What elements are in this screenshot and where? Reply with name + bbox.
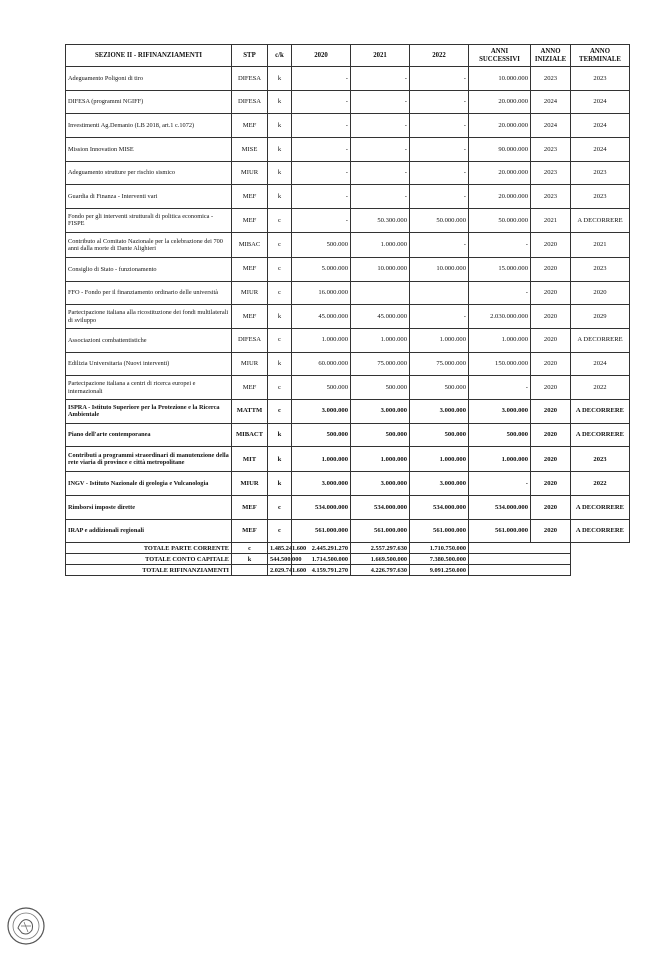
cell-anno-terminale: 2023 xyxy=(571,161,630,185)
cell-stp: MIBAC xyxy=(232,232,268,257)
cell-anni-successivi: 10.000.000 xyxy=(469,67,531,91)
cell-ck: k xyxy=(268,472,292,496)
cell-2022: 3.000.000 xyxy=(410,472,469,496)
table-row xyxy=(66,305,630,329)
cell-2021: - xyxy=(351,90,410,114)
cell-descrizione: Adeguamento Poligoni di tiro xyxy=(66,67,232,91)
cell-anni-successivi: 3.000.000 xyxy=(469,399,531,423)
cell-2020: 3.000.000 xyxy=(292,472,351,496)
cell-anni-successivi: 500.000 xyxy=(469,423,531,447)
cell-ck: c xyxy=(268,281,292,305)
totals-row xyxy=(66,543,630,554)
total-anni-successivi: 7.380.500.000 xyxy=(410,554,469,565)
table-row xyxy=(66,328,630,352)
cell-stp: MISE xyxy=(232,138,268,162)
table-row xyxy=(66,447,630,472)
cell-anni-successivi: - xyxy=(469,232,531,257)
cell-2021: - xyxy=(351,161,410,185)
cell-anni-successivi: 20.000.000 xyxy=(469,161,531,185)
table-body xyxy=(66,67,630,576)
cell-descrizione: Partecipazione italiana a centri di ricerca europei e internazionali xyxy=(66,376,232,400)
cell-descrizione: Consiglio di Stato - funzionamento xyxy=(66,257,232,281)
cell-2020: 534.000.000 xyxy=(292,496,351,520)
header-anni-successivi: ANNI SUCCESSIVI xyxy=(469,45,531,67)
cell-stp: MIBACT xyxy=(232,423,268,447)
table-row xyxy=(66,352,630,376)
cell-anno-iniziale: 2020 xyxy=(531,472,571,496)
cell-anno-iniziale: 2024 xyxy=(531,90,571,114)
cell-ck: c xyxy=(268,209,292,233)
header-2021: 2021 xyxy=(351,45,410,67)
cell-descrizione: DIFESA (programmi NGIFF) xyxy=(66,90,232,114)
table-row xyxy=(66,496,630,520)
cell-ck: c xyxy=(268,519,292,543)
cell-ck: k xyxy=(268,114,292,138)
totals-row xyxy=(66,554,630,565)
cell-stp: MIUR xyxy=(232,472,268,496)
cell-stp: MEF xyxy=(232,257,268,281)
cell-anni-successivi: 561.000.000 xyxy=(469,519,531,543)
total-ck: k xyxy=(232,554,268,565)
cell-ck: k xyxy=(268,90,292,114)
cell-2020: - xyxy=(292,67,351,91)
cell-anni-successivi: 534.000.000 xyxy=(469,496,531,520)
header-sezione: SEZIONE II - RIFINANZIAMENTI xyxy=(66,45,232,67)
cell-2020: - xyxy=(292,114,351,138)
cell-anni-successivi: 2.030.000.000 xyxy=(469,305,531,329)
cell-2020: 561.000.000 xyxy=(292,519,351,543)
cell-2022: 1.000.000 xyxy=(410,447,469,472)
cell-stp: MIT xyxy=(232,447,268,472)
total-label: TOTALE PARTE CORRENTE xyxy=(66,543,232,554)
cell-anno-iniziale: 2020 xyxy=(531,423,571,447)
cell-stp: MEF xyxy=(232,519,268,543)
cell-2020: 60.000.000 xyxy=(292,352,351,376)
cell-2020: - xyxy=(292,209,351,233)
total-2021: 1.714.500.000 xyxy=(292,554,351,565)
cell-anni-successivi: 150.000.000 xyxy=(469,352,531,376)
cell-2020: 500.000 xyxy=(292,376,351,400)
cell-anno-iniziale: 2020 xyxy=(531,519,571,543)
cell-anni-successivi: - xyxy=(469,376,531,400)
cell-anno-iniziale: 2020 xyxy=(531,352,571,376)
cell-ck: k xyxy=(268,138,292,162)
cell-2021: - xyxy=(351,67,410,91)
cell-2021: - xyxy=(351,185,410,209)
cell-descrizione: Guardia di Finanza - Interventi vari xyxy=(66,185,232,209)
total-empty xyxy=(469,565,571,576)
cell-2020: 1.000.000 xyxy=(292,447,351,472)
cell-anno-iniziale: 2024 xyxy=(531,114,571,138)
cell-2022: - xyxy=(410,90,469,114)
table-row xyxy=(66,376,630,400)
cell-descrizione: Associazioni combattentistiche xyxy=(66,328,232,352)
cell-ck: k xyxy=(268,352,292,376)
header-ck: c/k xyxy=(268,45,292,67)
cell-2021: 3.000.000 xyxy=(351,472,410,496)
header-anno-terminale: ANNO TERMINALE xyxy=(571,45,630,67)
cell-anni-successivi: 50.000.000 xyxy=(469,209,531,233)
cell-2022: - xyxy=(410,67,469,91)
cell-anno-terminale: A DECORRERE xyxy=(571,209,630,233)
total-2021: 4.159.791.270 xyxy=(292,565,351,576)
cell-ck: c xyxy=(268,399,292,423)
cell-descrizione: INGV - Istituto Nazionale di geologia e Vulcanologia xyxy=(66,472,232,496)
cell-2021: 534.000.000 xyxy=(351,496,410,520)
cell-anno-terminale: 2023 xyxy=(571,185,630,209)
cell-2021: 500.000 xyxy=(351,423,410,447)
table-row xyxy=(66,209,630,233)
cell-2020: 16.000.000 xyxy=(292,281,351,305)
cell-2021: 1.000.000 xyxy=(351,232,410,257)
cell-anno-terminale: 2023 xyxy=(571,67,630,91)
total-2020: 544.500.000 xyxy=(268,554,292,565)
total-2022: 2.557.297.630 xyxy=(351,543,410,554)
cell-descrizione: Investimenti Ag.Demanio (LB 2018, art.1 c.1072) xyxy=(66,114,232,138)
cell-anni-successivi: - xyxy=(469,281,531,305)
total-label: TOTALE RIFINANZIAMENTI xyxy=(66,565,232,576)
header-2020: 2020 xyxy=(292,45,351,67)
cell-anno-iniziale: 2020 xyxy=(531,399,571,423)
cell-anno-terminale: A DECORRERE xyxy=(571,328,630,352)
cell-stp: DIFESA xyxy=(232,67,268,91)
cell-ck: c xyxy=(268,257,292,281)
table-row xyxy=(66,67,630,91)
cell-2022: 534.000.000 xyxy=(410,496,469,520)
cell-2022: - xyxy=(410,161,469,185)
cell-stp: MEF xyxy=(232,185,268,209)
cell-ck: c xyxy=(268,328,292,352)
cell-2020: 5.000.000 xyxy=(292,257,351,281)
cell-2020: - xyxy=(292,90,351,114)
cell-anno-iniziale: 2020 xyxy=(531,496,571,520)
cell-2020: 500.000 xyxy=(292,423,351,447)
total-2021: 2.445.291.270 xyxy=(292,543,351,554)
cell-ck: k xyxy=(268,305,292,329)
cell-descrizione: Contributo al Comitato Nazionale per la celebrazione dei 700 anni dalla morte di Dante Alighieri xyxy=(66,232,232,257)
cell-2021 xyxy=(351,281,410,305)
cell-anno-iniziale: 2023 xyxy=(531,67,571,91)
cell-ck: k xyxy=(268,185,292,209)
cell-2022: 3.000.000 xyxy=(410,399,469,423)
cell-2021: 45.000.000 xyxy=(351,305,410,329)
table-row xyxy=(66,519,630,543)
totals-row xyxy=(66,565,630,576)
cell-anni-successivi: 1.000.000 xyxy=(469,328,531,352)
total-empty xyxy=(469,554,571,565)
table-row xyxy=(66,423,630,447)
cell-anno-terminale: 2023 xyxy=(571,257,630,281)
cell-descrizione: FFO - Fondo per il finanziamento ordinario delle università xyxy=(66,281,232,305)
cell-descrizione: Fondo per gli interventi strutturali di politica economica - FISPE xyxy=(66,209,232,233)
cell-anni-successivi: 20.000.000 xyxy=(469,114,531,138)
cell-descrizione: Piano dell'arte contemporanea xyxy=(66,423,232,447)
cell-2022: 75.000.000 xyxy=(410,352,469,376)
cell-descrizione: Edilizia Universitaria (Nuovi interventi) xyxy=(66,352,232,376)
cell-2021: 3.000.000 xyxy=(351,399,410,423)
cell-2021: 1.000.000 xyxy=(351,328,410,352)
total-ck xyxy=(232,565,268,576)
table-header-row xyxy=(66,45,630,67)
cell-2022: 10.000.000 xyxy=(410,257,469,281)
cell-2020: - xyxy=(292,185,351,209)
cell-anno-iniziale: 2020 xyxy=(531,447,571,472)
total-empty xyxy=(469,543,571,554)
cell-2021: 1.000.000 xyxy=(351,447,410,472)
cell-anni-successivi: - xyxy=(469,472,531,496)
cell-anni-successivi: 20.000.000 xyxy=(469,185,531,209)
cell-2020: - xyxy=(292,138,351,162)
total-2022: 1.669.500.000 xyxy=(351,554,410,565)
cell-descrizione: Partecipazione italiana alla ricostituzione dei fondi multilaterali di sviluppo xyxy=(66,305,232,329)
cell-ck: k xyxy=(268,161,292,185)
cell-anno-iniziale: 2020 xyxy=(531,257,571,281)
table-row xyxy=(66,472,630,496)
cell-anno-iniziale: 2021 xyxy=(531,209,571,233)
cell-2022 xyxy=(410,281,469,305)
table-row xyxy=(66,138,630,162)
cell-anno-terminale: 2024 xyxy=(571,90,630,114)
cell-2022: 561.000.000 xyxy=(410,519,469,543)
cell-2020: 3.000.000 xyxy=(292,399,351,423)
cell-descrizione: ISPRA - Istituto Superiore per la Protezione e la Ricerca Ambientale xyxy=(66,399,232,423)
cell-ck: k xyxy=(268,423,292,447)
cell-descrizione: IRAP e addizionali regionali xyxy=(66,519,232,543)
cell-descrizione: Adeguamento strutture per rischio sismico xyxy=(66,161,232,185)
cell-stp: MEF xyxy=(232,209,268,233)
cell-stp: MEF xyxy=(232,305,268,329)
cell-anno-iniziale: 2020 xyxy=(531,232,571,257)
cell-descrizione: Rimborsi imposte dirette xyxy=(66,496,232,520)
cell-2022: - xyxy=(410,138,469,162)
cell-anno-terminale: 2022 xyxy=(571,376,630,400)
cell-anno-terminale: 2021 xyxy=(571,232,630,257)
cell-stp: DIFESA xyxy=(232,328,268,352)
table-row xyxy=(66,281,630,305)
cell-stp: DIFESA xyxy=(232,90,268,114)
cell-anno-iniziale: 2020 xyxy=(531,305,571,329)
cell-anno-terminale: 2024 xyxy=(571,138,630,162)
cell-ck: c xyxy=(268,232,292,257)
cell-2020: 45.000.000 xyxy=(292,305,351,329)
cell-2022: 500.000 xyxy=(410,423,469,447)
cell-ck: k xyxy=(268,67,292,91)
cell-2021: - xyxy=(351,138,410,162)
cell-anno-iniziale: 2020 xyxy=(531,376,571,400)
cell-anno-terminale: 2022 xyxy=(571,472,630,496)
cell-2022: 500.000 xyxy=(410,376,469,400)
table-row xyxy=(66,90,630,114)
cell-anni-successivi: 15.000.000 xyxy=(469,257,531,281)
cell-anni-successivi: 90.000.000 xyxy=(469,138,531,162)
total-ck: c xyxy=(232,543,268,554)
total-2022: 4.226.797.630 xyxy=(351,565,410,576)
cell-descrizione: Mission Innovation MISE xyxy=(66,138,232,162)
cell-2021: 75.000.000 xyxy=(351,352,410,376)
cell-anni-successivi: 20.000.000 xyxy=(469,90,531,114)
cell-anno-terminale: 2029 xyxy=(571,305,630,329)
cell-anno-terminale: A DECORRERE xyxy=(571,496,630,520)
cell-ck: c xyxy=(268,376,292,400)
cell-2020: 500.000 xyxy=(292,232,351,257)
table-row xyxy=(66,232,630,257)
cell-2022: - xyxy=(410,185,469,209)
cell-2020: 1.000.000 xyxy=(292,328,351,352)
cell-anno-terminale: A DECORRERE xyxy=(571,423,630,447)
seal-stamp-icon xyxy=(6,906,46,946)
cell-2021: - xyxy=(351,114,410,138)
header-stp: STP xyxy=(232,45,268,67)
cell-stp: MEF xyxy=(232,496,268,520)
table-row xyxy=(66,399,630,423)
cell-anno-terminale: A DECORRERE xyxy=(571,519,630,543)
cell-2022: - xyxy=(410,305,469,329)
cell-stp: MIUR xyxy=(232,352,268,376)
cell-stp: MIUR xyxy=(232,161,268,185)
cell-2021: 50.300.000 xyxy=(351,209,410,233)
cell-2021: 500.000 xyxy=(351,376,410,400)
cell-ck: k xyxy=(268,447,292,472)
cell-anno-terminale: A DECORRERE xyxy=(571,399,630,423)
cell-2022: - xyxy=(410,232,469,257)
total-anni-successivi: 9.091.250.000 xyxy=(410,565,469,576)
cell-stp: MEF xyxy=(232,114,268,138)
cell-anno-terminale: 2023 xyxy=(571,447,630,472)
cell-anno-iniziale: 2023 xyxy=(531,161,571,185)
cell-stp: MIUR xyxy=(232,281,268,305)
cell-anno-terminale: 2024 xyxy=(571,352,630,376)
cell-ck: c xyxy=(268,496,292,520)
cell-anno-iniziale: 2023 xyxy=(531,185,571,209)
table-row xyxy=(66,161,630,185)
total-2020: 2.029.741.600 xyxy=(268,565,292,576)
cell-anno-terminale: 2024 xyxy=(571,114,630,138)
table-row xyxy=(66,185,630,209)
rifinanziamenti-table xyxy=(65,44,630,576)
cell-anno-iniziale: 2020 xyxy=(531,281,571,305)
cell-anni-successivi: 1.000.000 xyxy=(469,447,531,472)
cell-2021: 10.000.000 xyxy=(351,257,410,281)
cell-2022: 1.000.000 xyxy=(410,328,469,352)
total-2020: 1.485.241.600 xyxy=(268,543,292,554)
cell-descrizione: Contributi a programmi straordinari di manutenzione della rete viaria di province e città metropolitane xyxy=(66,447,232,472)
cell-2022: - xyxy=(410,114,469,138)
table-row xyxy=(66,114,630,138)
cell-anno-terminale: 2020 xyxy=(571,281,630,305)
cell-2020: - xyxy=(292,161,351,185)
cell-2022: 50.000.000 xyxy=(410,209,469,233)
total-anni-successivi: 1.710.750.000 xyxy=(410,543,469,554)
header-2022: 2022 xyxy=(410,45,469,67)
cell-anno-iniziale: 2020 xyxy=(531,328,571,352)
cell-2021: 561.000.000 xyxy=(351,519,410,543)
cell-stp: MEF xyxy=(232,376,268,400)
total-label: TOTALE CONTO CAPITALE xyxy=(66,554,232,565)
table-row xyxy=(66,257,630,281)
cell-stp: MATTM xyxy=(232,399,268,423)
cell-anno-iniziale: 2023 xyxy=(531,138,571,162)
header-anno-iniziale: ANNO INIZIALE xyxy=(531,45,571,67)
